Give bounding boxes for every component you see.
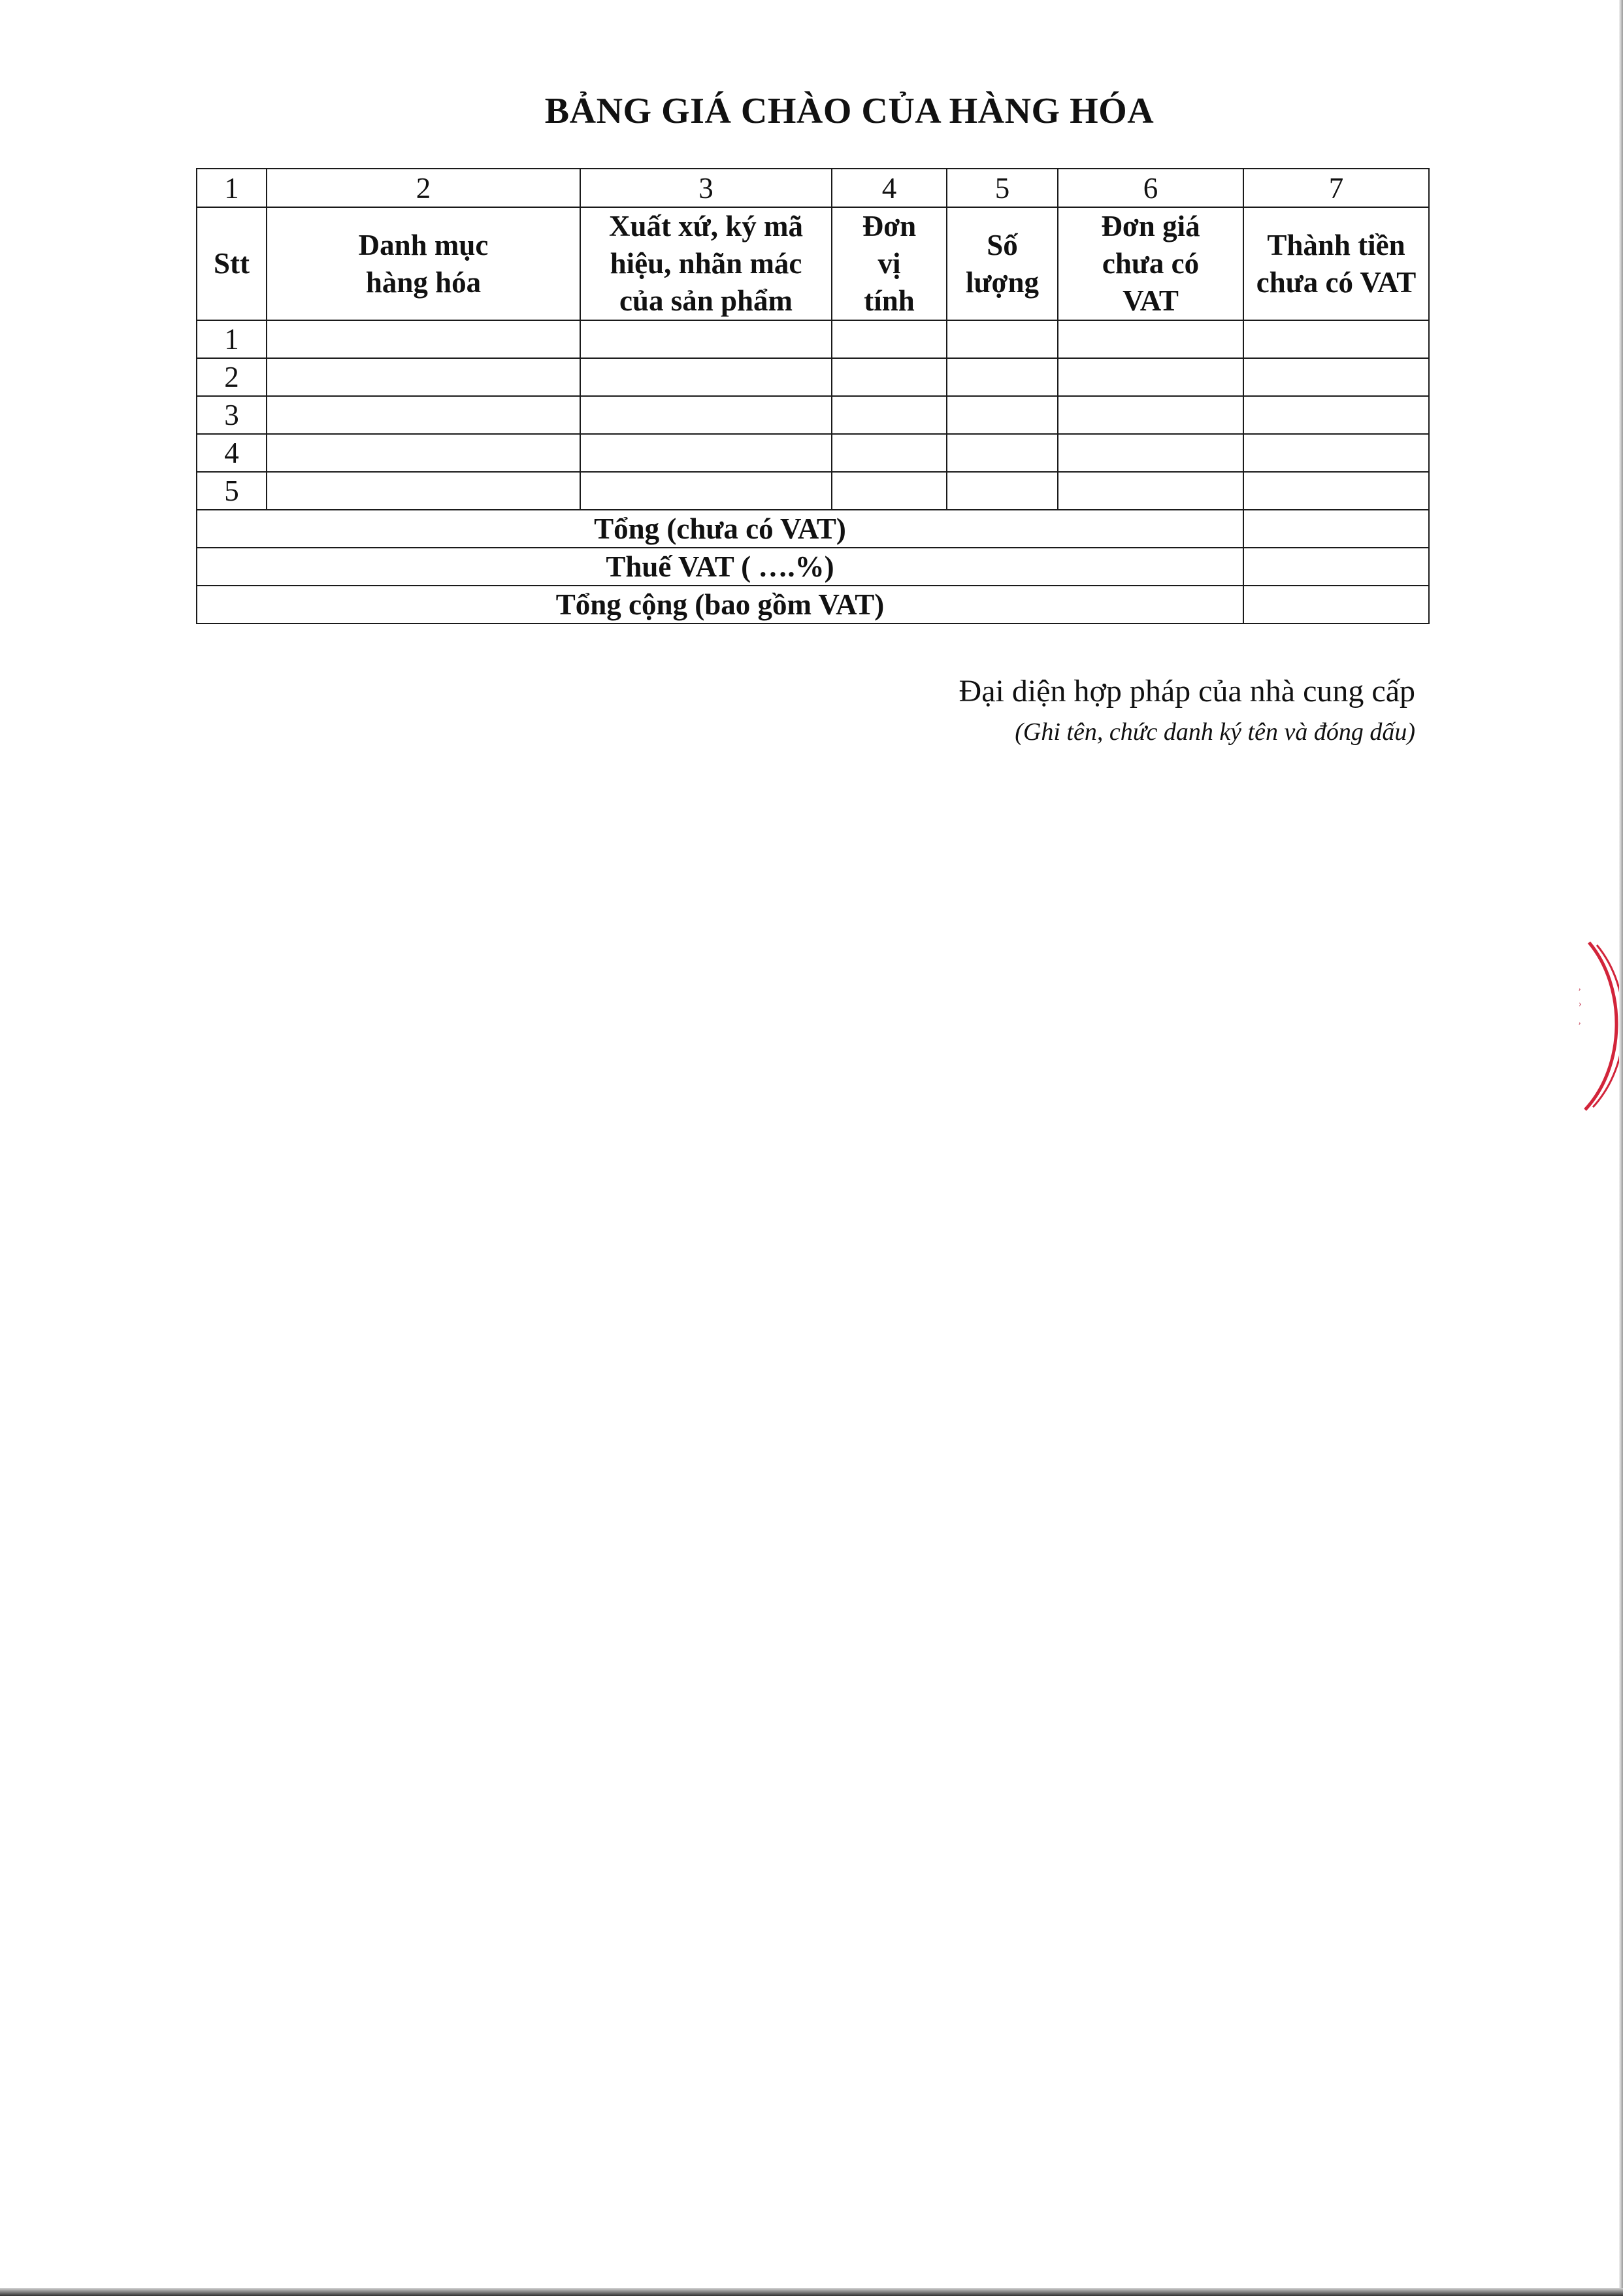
column-number: 1 <box>197 169 267 207</box>
column-number: 4 <box>832 169 947 207</box>
signature-note: (Ghi tên, chức danh ký tên và đóng dấu) <box>1015 718 1415 746</box>
tax-row <box>197 548 1429 586</box>
cell-unit <box>832 396 947 434</box>
cell-amount <box>1243 358 1429 396</box>
cell-quantity <box>947 472 1058 510</box>
header-item-name <box>267 207 580 320</box>
header-origin-text: Xuất xứ, ký mã hiệu, nhãn mác của sản phẩm <box>608 210 804 317</box>
cell-unit <box>832 320 947 358</box>
cell-item-name <box>267 320 580 358</box>
signature-title: Đại diện hợp pháp của nhà cung cấp <box>959 674 1415 708</box>
subtotal-value <box>1243 510 1429 548</box>
header-unit <box>832 207 947 320</box>
subtotal-label: Tổng (chưa có VAT) <box>197 510 1243 548</box>
scan-edge-bottom <box>0 2288 1623 2296</box>
column-header-row <box>197 207 1429 320</box>
svg-text:,: , <box>1579 1016 1581 1026</box>
cell-amount <box>1243 320 1429 358</box>
header-amount <box>1243 207 1429 320</box>
price-quote-table <box>196 168 1430 624</box>
cell-item-name <box>267 396 580 434</box>
header-quantity-text: Số lượng <box>966 228 1039 299</box>
cell-item-name <box>267 434 580 472</box>
header-unit-price-text: Đơn giá chưa có VAT <box>1101 210 1200 317</box>
column-number-row <box>197 169 1429 207</box>
row-stt: 5 <box>197 472 267 510</box>
table-row <box>197 472 1429 510</box>
tax-label: Thuế VAT ( ….%) <box>197 548 1243 586</box>
header-stt: Stt <box>197 207 267 320</box>
row-stt: 4 <box>197 434 267 472</box>
cell-unit-price <box>1058 320 1243 358</box>
cell-quantity <box>947 396 1058 434</box>
header-unit-text: Đơn vị tính <box>862 210 917 317</box>
column-number: 3 <box>580 169 832 207</box>
cell-unit-price <box>1058 472 1243 510</box>
cell-amount <box>1243 434 1429 472</box>
header-unit-price <box>1058 207 1243 320</box>
column-number: 2 <box>267 169 580 207</box>
table-row <box>197 396 1429 434</box>
subtotal-row <box>197 510 1429 548</box>
header-quantity <box>947 207 1058 320</box>
total-row <box>197 586 1429 624</box>
header-amount-text: Thành tiền chưa có VAT <box>1256 228 1417 299</box>
cell-quantity <box>947 434 1058 472</box>
cell-unit <box>832 472 947 510</box>
column-number: 7 <box>1243 169 1429 207</box>
column-number: 6 <box>1058 169 1243 207</box>
table-row <box>197 434 1429 472</box>
cell-item-name <box>267 358 580 396</box>
cell-origin <box>580 358 832 396</box>
cell-origin <box>580 434 832 472</box>
cell-unit-price <box>1058 434 1243 472</box>
cell-amount <box>1243 396 1429 434</box>
cell-quantity <box>947 358 1058 396</box>
total-value <box>1243 586 1429 624</box>
stamp-fragment-icon <box>1577 941 1623 1111</box>
page-title: BẢNG GIÁ CHÀO CỦA HÀNG HÓA <box>544 91 1155 131</box>
svg-text:›: › <box>1579 999 1582 1009</box>
row-stt: 1 <box>197 320 267 358</box>
row-stt: 3 <box>197 396 267 434</box>
tax-value <box>1243 548 1429 586</box>
table-row <box>197 358 1429 396</box>
svg-text:,: , <box>1579 982 1581 992</box>
cell-unit-price <box>1058 358 1243 396</box>
cell-origin <box>580 320 832 358</box>
header-origin <box>580 207 832 320</box>
header-item-name-text: Danh mục hàng hóa <box>358 228 489 299</box>
cell-quantity <box>947 320 1058 358</box>
column-number: 5 <box>947 169 1058 207</box>
cell-origin <box>580 396 832 434</box>
total-label: Tổng cộng (bao gồm VAT) <box>197 586 1243 624</box>
cell-unit-price <box>1058 396 1243 434</box>
cell-item-name <box>267 472 580 510</box>
row-stt: 2 <box>197 358 267 396</box>
cell-amount <box>1243 472 1429 510</box>
cell-unit <box>832 358 947 396</box>
cell-origin <box>580 472 832 510</box>
scan-edge-right <box>1619 0 1623 2296</box>
table-row <box>197 320 1429 358</box>
cell-unit <box>832 434 947 472</box>
